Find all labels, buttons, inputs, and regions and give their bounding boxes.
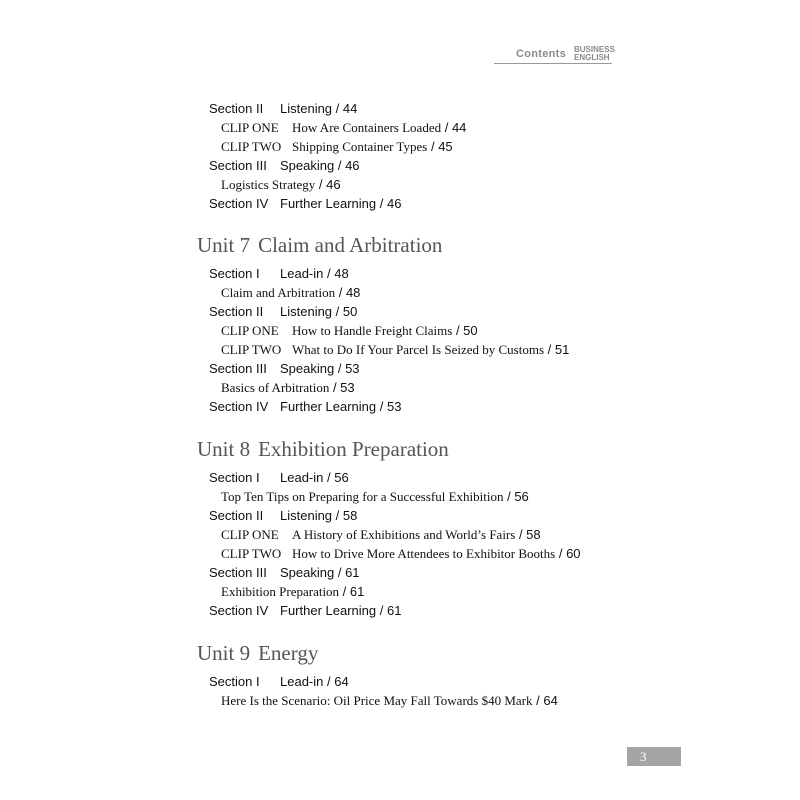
item-title: How to Handle Freight Claims bbox=[292, 323, 453, 338]
section-label: Section IV bbox=[209, 603, 269, 618]
item-page: 56 bbox=[514, 489, 529, 504]
item-title: Here Is the Scenario: Oil Price May Fall Towards $40 Mark bbox=[221, 693, 533, 708]
item-title: A History of Exhibitions and World’s Fairs bbox=[292, 527, 516, 542]
item-title: Shipping Container Types bbox=[292, 139, 428, 154]
item-page: 51 bbox=[554, 342, 570, 357]
section-page: 58 bbox=[342, 508, 358, 523]
section-label: Section IV bbox=[209, 399, 269, 414]
item-title: Logistics Strategy bbox=[221, 177, 316, 192]
section-label: Section IV bbox=[209, 196, 269, 211]
section-title: Speaking bbox=[280, 158, 335, 173]
item-title: Exhibition Preparation bbox=[221, 584, 340, 599]
section-label: Section I bbox=[209, 674, 260, 689]
section-label: Section I bbox=[209, 266, 260, 281]
section-title: Further Learning bbox=[280, 399, 377, 414]
toc-item: Claim and Arbitration / 48 bbox=[221, 285, 361, 300]
unit-title: Exhibition Preparation bbox=[258, 437, 449, 461]
unit-heading bbox=[197, 232, 442, 258]
section-page: 64 bbox=[334, 674, 349, 689]
section-title: Lead-in bbox=[280, 674, 324, 689]
unit-heading bbox=[197, 436, 449, 462]
section-label: Section III bbox=[209, 565, 267, 580]
item-page: 64 bbox=[543, 693, 558, 708]
header-contents-label: Contents bbox=[516, 48, 567, 60]
item-title: Top Ten Tips on Preparing for a Successful Exhibition bbox=[221, 489, 504, 504]
section-label: Section II bbox=[209, 304, 264, 319]
item-page: 60 bbox=[566, 546, 581, 561]
unit-heading bbox=[197, 640, 318, 666]
item-title: How Are Containers Loaded bbox=[292, 120, 442, 135]
item-title: Claim and Arbitration bbox=[221, 285, 336, 300]
toc-item: Basics of Arbitration / 53 bbox=[221, 380, 355, 395]
unit-title: Claim and Arbitration bbox=[258, 233, 443, 257]
item-page: 53 bbox=[340, 380, 355, 395]
item-page: 50 bbox=[463, 323, 478, 338]
toc-item: Exhibition Preparation / 61 bbox=[221, 584, 365, 599]
section-label: Section III bbox=[209, 158, 267, 173]
toc-item: CLIP ONE How to Handle Freight Claims / 50 bbox=[221, 323, 478, 338]
section-label: Section III bbox=[209, 361, 267, 376]
unit-title: Energy bbox=[258, 641, 319, 665]
section-page: 46 bbox=[386, 196, 402, 211]
toc-item: Here Is the Scenario: Oil Price May Fall Towards $40 Mark / 64 bbox=[221, 693, 558, 708]
section-page: 61 bbox=[386, 603, 402, 618]
toc-item: Logistics Strategy / 46 bbox=[221, 177, 341, 192]
section-entry: Section IV Further Learning / 61 bbox=[209, 603, 402, 618]
section-label: Section II bbox=[209, 101, 264, 116]
section-page: 61 bbox=[345, 565, 360, 580]
section-label: Section I bbox=[209, 470, 260, 485]
item-page: 48 bbox=[345, 285, 361, 300]
item-page: 45 bbox=[438, 139, 453, 154]
toc-item: CLIP ONE A History of Exhibitions and World’s Fairs / 58 bbox=[221, 527, 541, 542]
toc-item: Top Ten Tips on Preparing for a Successful Exhibition / 56 bbox=[221, 489, 529, 504]
section-entry: Section I Lead-in / 64 bbox=[209, 674, 349, 689]
page-number: 3 bbox=[627, 747, 681, 766]
section-entry: Section IV Further Learning / 53 bbox=[209, 399, 402, 414]
clip-label: CLIP TWO bbox=[221, 342, 282, 357]
section-title: Speaking bbox=[280, 361, 335, 376]
toc-item: CLIP ONE How Are Containers Loaded / 44 bbox=[221, 120, 467, 135]
item-title: How to Drive More Attendees to Exhibitor Booths bbox=[292, 546, 556, 561]
section-title: Further Learning bbox=[280, 196, 377, 211]
section-page: 50 bbox=[342, 304, 358, 319]
section-title: Speaking bbox=[280, 565, 335, 580]
header-book-line1: BUSINESS bbox=[574, 45, 615, 54]
item-title: What to Do If Your Parcel Is Seized by Customs bbox=[292, 342, 545, 357]
clip-label: CLIP ONE bbox=[221, 323, 279, 338]
item-page: 46 bbox=[326, 177, 341, 192]
section-title: Listening bbox=[280, 508, 333, 523]
toc-item: CLIP TWO What to Do If Your Parcel Is Seized by Customs / 51 bbox=[221, 342, 570, 357]
section-entry: Section II Listening / 50 bbox=[209, 304, 358, 319]
section-entry: Section II Listening / 44 bbox=[209, 101, 358, 116]
toc-item: CLIP TWO Shipping Container Types / 45 bbox=[221, 139, 453, 154]
section-entry: Section III Speaking / 46 bbox=[209, 158, 360, 173]
section-entry: Section II Listening / 58 bbox=[209, 508, 358, 523]
toc-item: CLIP TWO How to Drive More Attendees to Exhibitor Booths / 60 bbox=[221, 546, 581, 561]
section-page: 44 bbox=[342, 101, 358, 116]
item-page: 44 bbox=[451, 120, 467, 135]
section-title: Listening bbox=[280, 304, 333, 319]
item-title: Basics of Arbitration bbox=[221, 380, 330, 395]
section-entry: Section III Speaking / 61 bbox=[209, 565, 360, 580]
unit-label: Unit 9 bbox=[197, 641, 251, 665]
section-title: Listening bbox=[280, 101, 333, 116]
item-page: 61 bbox=[349, 584, 365, 599]
section-entry: Section I Lead-in / 56 bbox=[209, 470, 349, 485]
clip-label: CLIP TWO bbox=[221, 546, 282, 561]
unit-label: Unit 7 bbox=[197, 233, 251, 257]
section-title: Further Learning bbox=[280, 603, 377, 618]
section-page: 53 bbox=[345, 361, 360, 376]
section-page: 46 bbox=[345, 158, 360, 173]
header-book-line2: ENGLISH bbox=[574, 53, 610, 62]
section-entry: Section III Speaking / 53 bbox=[209, 361, 360, 376]
section-title: Lead-in bbox=[280, 266, 324, 281]
section-label: Section II bbox=[209, 508, 264, 523]
clip-label: CLIP TWO bbox=[221, 139, 282, 154]
unit-label: Unit 8 bbox=[197, 437, 251, 461]
clip-label: CLIP ONE bbox=[221, 527, 279, 542]
clip-label: CLIP ONE bbox=[221, 120, 279, 135]
section-entry: Section IV Further Learning / 46 bbox=[209, 196, 402, 211]
section-page: 56 bbox=[334, 470, 349, 485]
section-page: 48 bbox=[334, 266, 349, 281]
section-page: 53 bbox=[386, 399, 402, 414]
section-entry: Section I Lead-in / 48 bbox=[209, 266, 349, 281]
item-page: 58 bbox=[526, 527, 541, 542]
section-title: Lead-in bbox=[280, 470, 324, 485]
